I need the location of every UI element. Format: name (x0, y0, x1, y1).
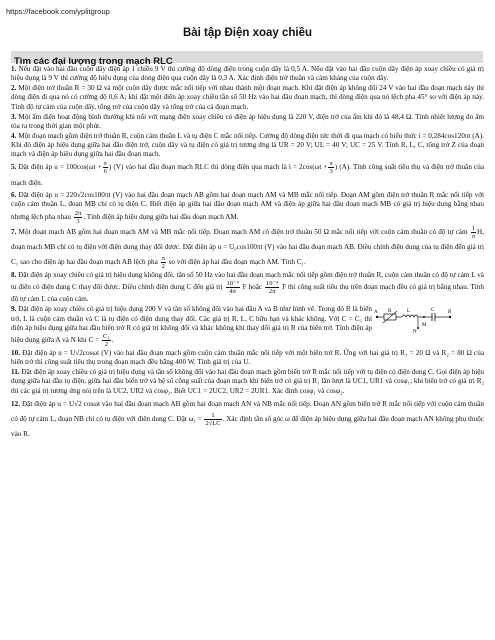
problem-text: Đặt điện áp xoay chiều có giá trị hiệu dụng và tần số không đổi vào hai đầu đoạn mạch gồm biến trở R mắc nối tiếp với tụ điện có điện dung C. Gọi điện áp hiệu dụng giữa hai đầu tụ điện, giữa hai đầu biến trở và hệ số công suất của đoạn mạch khi biến trở có giá trị R₁ lần lượt là UC1, UR1 và cosφ₁; khi biến trở có giá trị R₂ thì các giá trị tương ứng nói trên là UC2, UR2 và cosφ₂. Biết UC1 = 2UC2, UR2 = 2UR1. Xác định cosφ₁ và cosφ₂. (11, 368, 485, 395)
problem-text: Đặt điện áp xoay chiều có giá trị hiệu dụng 200 V và tần số không đổi vào hai đầu A và B như hình vẽ. Trong đó R là biến trở, L là cuộn cảm thuần và C là tụ điện có điện dung thay đổi. Các giá trị R, L, C hữu hạn và khác không. Với C = C₁ thì điện áp hiệu dụng giữa hai đầu biến trở R có giá trị không đổi và khác không khi thay đổi giá trị R của biến trở. Tính điện áp hiệu dụng giữa A và N khi C = (11, 305, 372, 345)
problem-text: Một ấm điện hoạt động bình thường khi nối với mạng điện xoay chiều có điện áp hiệu dụng là 220 V, điện trở của ấm khi đó là 48,4 Ω. Tính nhiệt lượng do ấm tỏa ra trong thời gian một phút. (11, 112, 485, 130)
problem-number: 1. (11, 65, 17, 73)
problem-text: Đặt điện áp u = 220√2cos100πt (V) vào hai đầu đoạn mạch AB gồm hai đoạn mạch AM và MB mắc nối tiếp. Đoạn AM gồm điện trở thuần R mắc nối tiếp với cuộn cảm thuần L, đoạn MB chỉ có tụ điện C. Biết điện áp giữa hai đầu đoạn mạch AM và điện áp giữa hai đầu đoạn mạch MB có giá trị hiệu dụng bằng nhau nhưng lệch pha nhau (11, 191, 485, 221)
problem-text: Một đoạn mạch AB gồm hai đoạn mạch AM và MB mắc nối tiếp. Đoạn mạch AM có điện trở thuần 50 Ω mắc nối tiếp với cuộn cảm thuần có độ tự cảm (18, 228, 468, 237)
problem-9: 9. Đặt điện áp xoay chiều có giá trị hiệu dụng 200 V và tần số không đổi vào hai đầu A và B như hình vẽ. Trong đó R là biến trở, L là cuộn cảm thuần và C là tụ điện có điện dung thay đổi. Các giá trị R, L, C hữu hạn và khác không. Với C = C₁ thì điện áp hiệu dụng giữa hai đầu biến trở R có giá trị không đổi và khác không khi thay đổi giá trị R của biến trở. Tính điện áp hiệu dụng giữa A và N khi C = $\frac{\text{C₁}}{2}$ . A R L M C B N (11, 305, 484, 348)
problem-text: Đặt điện áp u = U√2 cosωt vào hai đầu đoạn mạch AB gồm hai đoạn mạch AN và NB mắc nối tiếp. Đoạn AN gồm biến trở R mắc nối tiếp với cuộn cảm thuần có độ tự cảm L, đoạn NB chỉ có tụ điện với điện dung C. Đặt ω₁ = (11, 399, 485, 423)
problem-number: 2. (11, 84, 17, 93)
problem-number: 10. (11, 348, 20, 357)
problem-number: 12. (11, 399, 20, 408)
label-m: M (422, 323, 427, 329)
node-b (449, 316, 451, 318)
problem-12: 12. Đặt điện áp u = U√2 cosωt vào hai đầu đoạn mạch AB gồm hai đoạn mạch AN và NB mắc nối tiếp. Đoạn AN gồm biến trở R mắc nối tiếp với cuộn cảm thuần có độ tự cảm L, đoạn NB chỉ có tụ điện với điện dung C. Đặt ω₁ = $\frac{1}{2√LC}$ . Xác định tần số góc ω để điện áp hiệu dụng giữa hai đầu đoạn mạch AN không phụ thuộc vào R. (11, 399, 485, 438)
problem-2 (11, 84, 484, 112)
inductor (402, 315, 418, 317)
problem-number: 5. (11, 163, 17, 172)
node-a (376, 316, 378, 318)
problem-text: Đặt điện áp xoay chiều có giá trị hiệu dụng không đổi, tần số 50 Hz vào hai đầu đoạn mạch mắc nối tiếp gồm điện trở thuần R, cuộn cảm thuần có độ tự cảm L và tụ điện có điện dung C thay đổi được. Điều chỉnh điện dung C đến giá trị (11, 271, 485, 292)
fraction: $\frac{1}{\pi}$ (471, 225, 476, 241)
problem-list (11, 65, 484, 442)
problem-1 (11, 65, 484, 84)
label-a: A (374, 310, 378, 316)
fraction: $\frac{\text{10⁻⁴}}{2\pi}$ (266, 280, 279, 296)
label-l: L (407, 309, 411, 315)
problem-number: 11. (11, 368, 20, 377)
fraction: $\frac{\pi}{6}$ (103, 160, 107, 176)
problem-5: 5. Đặt điện áp u = 100cos(ωt + $\frac{\pi}{6}$ ) (V) vào hai đầu đoạn mạch RLC thì dòng điện qua mạch là i = 2cos(ωt + $\frac{\pi}{3}$ ) (A). Tính công suất tiêu thụ và điện trở thuần của mạch điện. (11, 160, 485, 187)
fraction: $\frac{\pi}{2}$ (161, 255, 165, 271)
problem-number: 7. (11, 228, 17, 237)
problem-text: Đặt điện áp u = 100cos(ωt + (18, 163, 102, 172)
node-m (423, 316, 425, 318)
problem-8: 8. Đặt điện áp xoay chiều có giá trị hiệu dụng không đổi, tần số 50 Hz vào hai đầu đoạn mạch mắc nối tiếp gồm điện trở thuần R, cuộn cảm thuần có độ tự cảm L và tụ điện có điện dung C thay đổi được. Điều chỉnh điện dung C đến giá trị $\frac{\text{10⁻⁴}}{4\pi}$ F hoặc $\frac{\text{10⁻⁴}}{2\pi}$ F thì công suất tiêu thụ trên đoạn mạch đều có giá trị bằng nhau. Tính độ tự cảm L của cuộn cảm. (11, 271, 485, 304)
label-n: N (413, 329, 417, 334)
source-url: https://facebook.com/yplitgroup (6, 7, 110, 16)
node-n (417, 327, 419, 329)
problem-number: 3. (11, 112, 17, 121)
problem-10 (11, 349, 484, 368)
problem-text: Một điện trở thuần R = 30 Ω và một cuộn dây được mắc nối tiếp với nhau thành một đoạn mạch. Khi đặt điện áp không đổi 24 V vào hai đầu đoạn mạch này thì dòng điện đi qua nó có cường độ 0,6 A; khi đặt một điện áp xoay chiều tần số 50 Hz vào hai đầu đoạn mạch, thì dòng điện qua nó lệch pha 45° so với điện áp này. Tính độ tự cảm của cuộn dây, tổng trở của cuộn dây và tổng trở của cả đoạn mạch. (11, 84, 484, 111)
fraction: $\frac{\pi}{3}$ (329, 160, 333, 176)
problem-7: 7. Một đoạn mạch AB gồm hai đoạn mạch AM và MB mắc nối tiếp. Đoạn mạch AM có điện trở thuần 50 Ω mắc nối tiếp với cuộn cảm thuần có độ tự cảm $\frac{1}{\pi}$ H, đoạn mạch MB chỉ có tụ điện với điện dung thay đổi được. Đặt điện áp u = U₀cos100πt (V) vào hai đầu đoạn mạch AB. Điều chỉnh điện dung của tụ điện đến giá trị C₁ sao cho điện áp hai đầu đoạn mạch AB lệch pha $\frac{\pi}{2}$ so với điện áp hai đầu đoạn mạch AM. Tính C₁. (11, 225, 485, 271)
fraction: $\frac{\text{10⁻⁴}}{4\pi}$ (226, 280, 239, 296)
section-header (11, 51, 483, 67)
problem-11 (11, 368, 484, 396)
problem-number: 6. (11, 191, 17, 200)
problem-3 (11, 113, 484, 132)
label-c: C (431, 308, 435, 314)
page-title: Bài tập Điện xoay chiều (182, 27, 313, 39)
section-title: Tìm các đại lượng trong mạch RLC (14, 56, 173, 67)
problem-number: 9. (11, 305, 17, 314)
label-b: B (448, 310, 452, 316)
fraction: $\frac{1}{2√LC}$ (205, 411, 221, 427)
problem-text: Một đoạn mạch gồm điện trở thuần R, cuộn cảm thuần L và tụ điện C mắc nối tiếp. Cường độ dòng điện tức thời đi qua mạch có biểu thức i = 0,284cos120πt (A). Khi đó điện áp hiệu dụng giữa hai đầu điện trở, cuộn dây và tụ điện có giá trị tương ứng là UR = 20 V; UL = 40 V; UC = 25 V. Tính R, L, C, tổng trở Z của đoạn mạch và điện áp hiệu dụng giữa hai đầu đoạn mạch. (11, 131, 484, 159)
problem-text: Đặt điện áp u = U√2cosωt (V) vào hai đầu đoạn mạch gồm cuộn cảm thuần mắc nối tiếp với một biến trở R. Ứng với hai giá trị R₁ = 20 Ω và R₂ = 80 Ω của biến trở thì công suất tiêu thụ trong đoạn mạch đều bằng 400 W. Tính giá trị của U. (11, 348, 485, 367)
problem-6: 6. Đặt điện áp u = 220√2cos100πt (V) vào hai đầu đoạn mạch AB gồm hai đoạn mạch AM và MB mắc nối tiếp. Đoạn AM gồm điện trở thuần R mắc nối tiếp với cuộn cảm thuần L, đoạn MB chỉ có tụ điện C. Biết điện áp giữa hai đầu đoạn mạch AM và điện áp giữa hai đầu đoạn mạch MB có giá trị hiệu dụng bằng nhau nhưng lệch pha nhau $\frac{2\pi}{3}$ . Tính điện áp hiệu dụng giữa hai đầu đoạn mạch AM. (11, 191, 485, 225)
circuit-diagram (374, 307, 456, 333)
problem-text: Nếu đặt vào hai đầu cuộn dây điện áp 1 chiều 9 V thì cường độ dòng điện trong cuộn dây là 0,5 A. Nếu đặt vào hai đầu cuộn dây điện áp xoay chiều có giá trị hiệu dụng là 9 V thì cường độ hiệu dụng của dòng điện qua cuộn dây là 0,3 A. Xác định điện trở thuần và cảm kháng của cuộn dây. (11, 65, 485, 83)
fraction: $\frac{2\pi}{3}$ (74, 209, 82, 225)
problem-4 (11, 132, 484, 160)
problem-number: 4. (11, 131, 17, 140)
problem-number: 8. (11, 271, 17, 280)
label-r: R (388, 309, 392, 315)
fraction: $\frac{\text{C₁}}{2}$ (103, 333, 110, 349)
